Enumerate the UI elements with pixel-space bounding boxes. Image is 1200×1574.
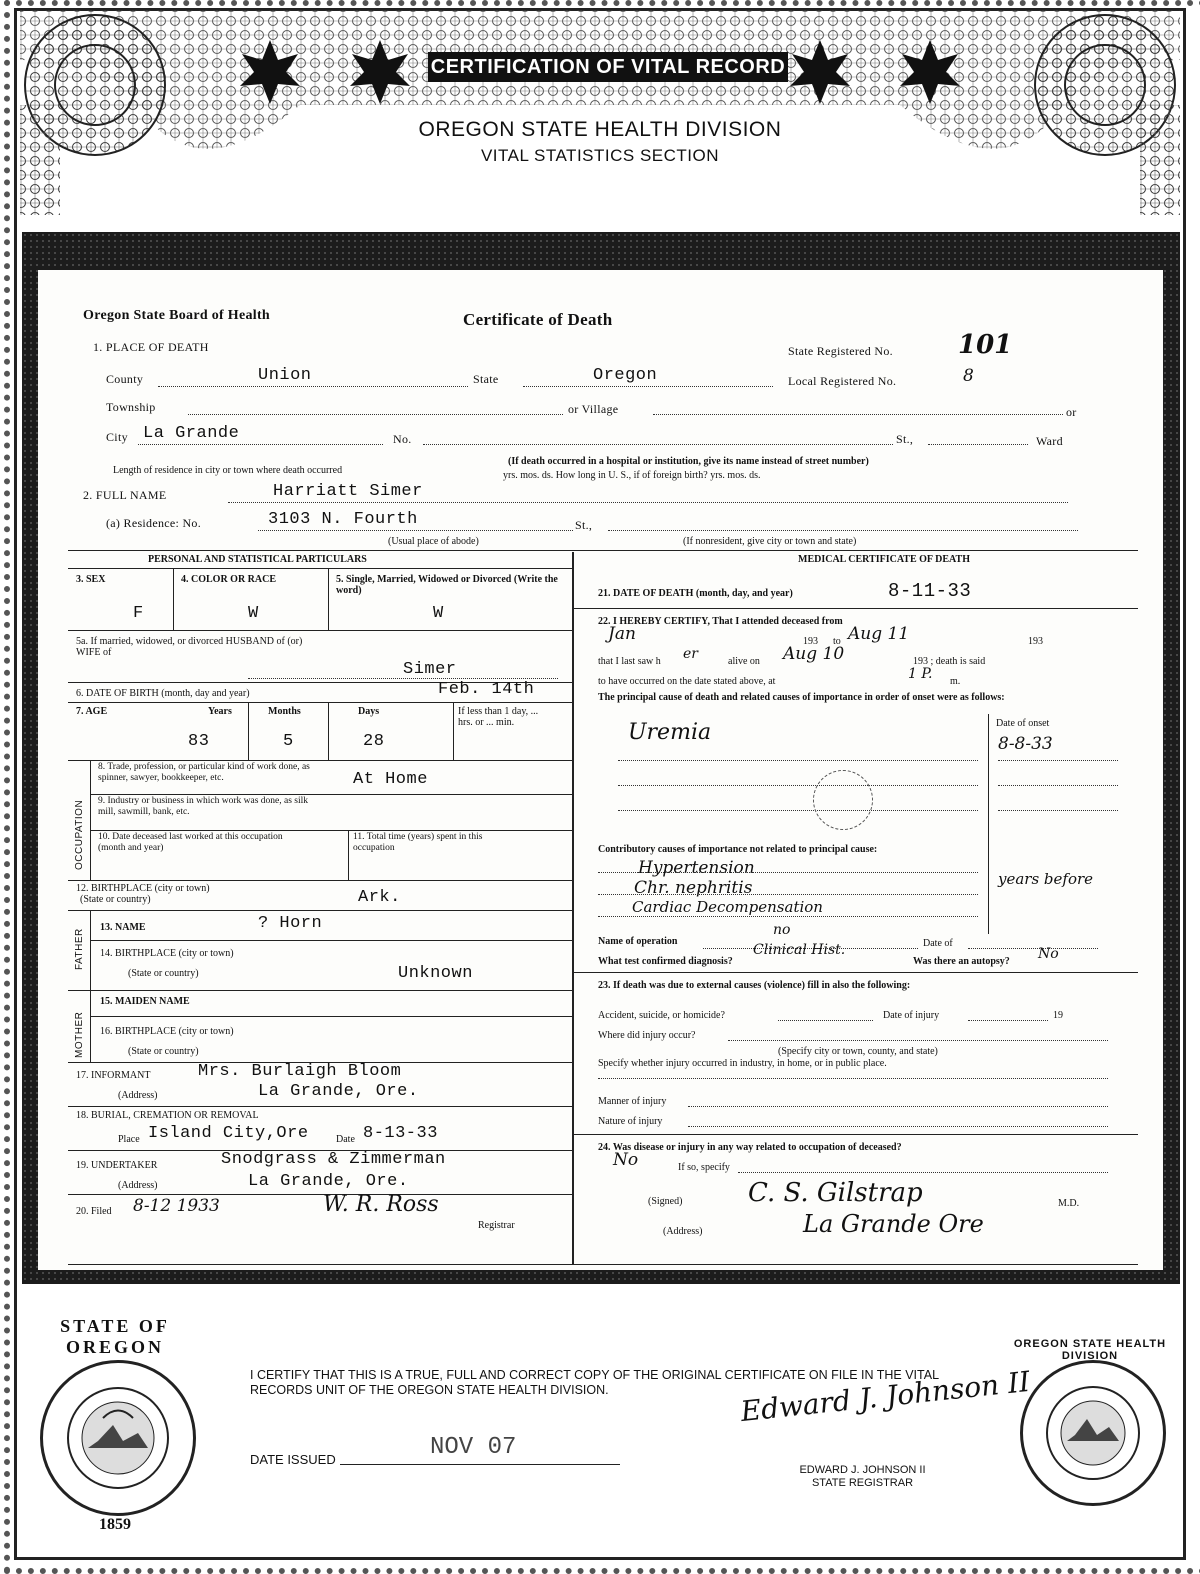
- county-value: Union: [258, 366, 312, 385]
- maiden-name-label: 15. MAIDEN NAME: [100, 996, 190, 1007]
- state-of-oregon-seal: [40, 1360, 196, 1516]
- certify-label: 22. I HEREBY CERTIFY, That I attended deceased from: [598, 616, 843, 627]
- death-certificate: [38, 270, 1163, 1270]
- specify-location-note: (Specify city or town, county, and state): [778, 1046, 938, 1057]
- signed-label: (Signed): [648, 1196, 683, 1207]
- total-time-label: 11. Total time (years) spent in this occupation: [353, 832, 483, 853]
- manner-label: Manner of injury: [598, 1096, 667, 1107]
- occurred-label: to have occurred on the date stated above, at: [598, 676, 776, 687]
- residence-value: 3103 N. Fourth: [268, 510, 418, 529]
- color-value: W: [248, 604, 259, 623]
- onset-value: 8-8-33: [998, 734, 1053, 754]
- industry-label: 9. Industry or business in which work was done, as silk mill, sawmill, bank, etc.: [98, 796, 309, 817]
- duration-units: yrs. mos. ds. How long in U. S., if of foreign birth? yrs. mos. ds.: [503, 470, 761, 481]
- sex-value: F: [133, 604, 144, 623]
- filed-label: 20. Filed: [76, 1206, 112, 1217]
- health-division-seal: [1020, 1360, 1166, 1506]
- last-saw-date: Aug 10: [783, 644, 845, 664]
- to-label: to: [833, 636, 841, 647]
- attended-year-1: 193: [803, 636, 818, 647]
- certificate-title: Certificate of Death: [463, 310, 613, 329]
- date-issued-line: [340, 1464, 620, 1465]
- birthplace-label: 12. BIRTHPLACE (city or town): [76, 883, 210, 894]
- seal-emblem-icon: [43, 1363, 193, 1513]
- spouse-value: Simer: [403, 660, 457, 679]
- age-label: 7. AGE: [76, 706, 108, 717]
- father-vertical-label: FATHER: [74, 928, 85, 970]
- state-value: Oregon: [593, 366, 658, 385]
- state-registered-value: 101: [958, 330, 1013, 360]
- division-title: OREGON STATE HEALTH DIVISION: [418, 118, 782, 141]
- less-than-label: If less than 1 day, ... hrs. or ... min.: [458, 706, 539, 728]
- occupation-related-label: 24. Was disease or injury in any way related to occupation of deceased?: [598, 1142, 902, 1153]
- full-name-value: Harriatt Simer: [273, 482, 423, 501]
- where-injury-label: Where did injury occur?: [598, 1030, 696, 1041]
- filed-value: 8-12 1933: [133, 1196, 220, 1216]
- marital-label: 5. Single, Married, Widowed or Divorced (Write the word): [336, 574, 558, 596]
- last-saw-sex: er: [683, 646, 698, 662]
- residence-st-label: St.,: [575, 518, 593, 532]
- registrar-label: Registrar: [478, 1220, 515, 1231]
- injury-year-label: 19: [1053, 1010, 1063, 1021]
- principal-cause-label: The principal cause of death and related causes of importance in order of onset were as follows:: [598, 692, 1005, 703]
- no-label: No.: [393, 432, 412, 446]
- mother-vertical-label: MOTHER: [74, 1011, 85, 1058]
- date-of-injury-label: Date of injury: [883, 1010, 940, 1021]
- undertaker-address-label: (Address): [118, 1180, 158, 1191]
- burial-place-label: Place: [118, 1134, 140, 1145]
- if-so-label: If so, specify: [678, 1162, 730, 1173]
- state-registrar-name: EDWARD J. JOHNSON II: [799, 1464, 926, 1476]
- principal-cause-value: Uremia: [628, 720, 712, 745]
- father-name-label: 13. NAME: [100, 922, 146, 933]
- occupation-vertical-label: OCCUPATION: [74, 799, 85, 870]
- state-label: State: [473, 372, 499, 386]
- father-birthplace-sub: (State or country): [128, 968, 199, 979]
- certification-statement: I CERTIFY THAT THIS IS A TRUE, FULL AND CORRECT COPY OF THE ORIGINAL CERTIFICATE ON FILE IN THE VITAL RECORDS UNIT OF THE OREGON STATE HEALTH DIVISION.: [250, 1368, 939, 1397]
- date-of-onset-label: Date of onset: [996, 718, 1050, 729]
- death-said-label: 193 ; death is said: [913, 656, 986, 667]
- registrar-signature: W. R. Ross: [323, 1192, 439, 1217]
- md-label: M.D.: [1058, 1198, 1080, 1209]
- date-issued-value: NOV 07: [430, 1434, 517, 1461]
- contributory-duration: years before: [998, 870, 1094, 888]
- county-label: County: [106, 372, 144, 386]
- informant-label: 17. INFORMANT: [76, 1070, 151, 1081]
- sex-label: 3. SEX: [76, 574, 106, 585]
- usual-place-note: (Usual place of abode): [388, 536, 479, 547]
- ward-label: Ward: [1036, 434, 1063, 448]
- burial-label: 18. BURIAL, CREMATION OR REMOVAL: [76, 1110, 259, 1121]
- operation-date-label: Date of: [923, 938, 953, 949]
- external-causes-label: 23. If death was due to external causes (violence) fill in also the following:: [598, 980, 911, 991]
- undertaker-address-value: La Grande, Ore.: [248, 1172, 409, 1191]
- father-birthplace-label: 14. BIRTHPLACE (city or town): [100, 948, 234, 959]
- date-issued-label: DATE ISSUED: [250, 1452, 336, 1467]
- health-seal-emblem-icon: [1023, 1363, 1163, 1503]
- seal-right-text: OREGON STATE HEALTH DIVISION: [1013, 1338, 1167, 1362]
- mother-birthplace-sub: (State or country): [128, 1046, 199, 1057]
- days-label: Days: [358, 706, 380, 717]
- street-label: St.,: [896, 432, 914, 446]
- residence-label: (a) Residence: No.: [106, 516, 202, 530]
- informant-address-label: (Address): [118, 1090, 158, 1101]
- board-name: Oregon State Board of Health: [83, 308, 271, 323]
- m-label: m.: [950, 676, 961, 687]
- ornamental-header: [0, 0, 1200, 215]
- dob-label: 6. DATE OF BIRTH (month, day and year): [76, 688, 250, 699]
- physician-address-label: (Address): [663, 1226, 703, 1237]
- contributory-cause-3: Cardiac Decompensation: [632, 898, 823, 916]
- occupation-related-value: No: [613, 1150, 639, 1170]
- physician-address-value: La Grande Ore: [803, 1210, 984, 1238]
- physician-signature: C. S. Gilstrap: [748, 1178, 923, 1208]
- city-label: City: [106, 430, 128, 444]
- contributory-cause-2: Chr. nephritis: [634, 878, 753, 898]
- burial-date-value: 8-13-33: [363, 1124, 438, 1143]
- state-registrar-signature: Edward J. Johnson II: [739, 1364, 1032, 1429]
- birthplace-sub: (State or country): [80, 894, 151, 905]
- test-value: Clinical Hist.: [753, 942, 846, 958]
- contributory-cause-1: Hypertension: [638, 858, 755, 878]
- birthplace-value: Ark.: [358, 888, 401, 907]
- burial-place-value: Island City,Ore: [148, 1124, 309, 1143]
- city-value: La Grande: [143, 424, 240, 443]
- residence-length-label: Length of residence in city or town where death occurred: [113, 465, 343, 476]
- undertaker-value: Snodgrass & Zimmerman: [221, 1150, 446, 1169]
- operation-label: Name of operation: [598, 936, 678, 947]
- burial-date-label: Date: [336, 1134, 355, 1145]
- hospital-note: (If death occurred in a hospital or institution, give its name instead of street number): [508, 456, 869, 467]
- informant-value: Mrs. Burlaigh Bloom: [198, 1062, 402, 1081]
- state-registrar-title: STATE REGISTRAR: [811, 1477, 914, 1489]
- seal-left-year: 1859: [99, 1516, 131, 1533]
- undertaker-label: 19. UNDERTAKER: [76, 1160, 158, 1171]
- date-of-death-label: 21. DATE OF DEATH (month, day, and year): [598, 588, 793, 599]
- age-years-value: 83: [188, 732, 210, 751]
- age-days-value: 28: [363, 732, 385, 751]
- contributory-label: Contributory causes of importance not related to principal cause:: [598, 844, 878, 855]
- autopsy-value: No: [1038, 946, 1059, 962]
- last-saw-label: that I last saw h: [598, 656, 661, 667]
- trade-value: At Home: [353, 770, 428, 789]
- operation-value: no: [773, 922, 791, 938]
- attended-from: Jan: [608, 624, 636, 644]
- mother-birthplace-label: 16. BIRTHPLACE (city or town): [100, 1026, 234, 1037]
- nature-label: Nature of injury: [598, 1116, 663, 1127]
- informant-address-value: La Grande, Ore.: [258, 1082, 419, 1101]
- alive-on-label: alive on: [728, 656, 760, 667]
- village-label: or Village: [568, 402, 619, 416]
- attended-year-2: 193: [1028, 636, 1043, 647]
- months-label: Months: [268, 706, 301, 717]
- state-registered-label: State Registered No.: [788, 344, 893, 358]
- certification-banner: CERTIFICATION OF VITAL RECORD: [428, 52, 788, 82]
- stamp-circle: [813, 770, 873, 830]
- father-name-value: ? Horn: [258, 914, 323, 933]
- medical-header: MEDICAL CERTIFICATE OF DEATH: [798, 554, 970, 565]
- local-registered-value: 8: [963, 366, 974, 386]
- seal-left-text: STATE OF OREGON: [60, 1316, 170, 1357]
- dob-value: Feb. 14th: [438, 680, 535, 699]
- accident-label: Accident, suicide, or homicide?: [598, 1010, 725, 1021]
- local-registered-label: Local Registered No.: [788, 374, 897, 388]
- autopsy-label: Was there an autopsy?: [913, 956, 1010, 967]
- attended-to: Aug 11: [848, 624, 910, 644]
- test-label: What test confirmed diagnosis?: [598, 956, 733, 967]
- full-name-label: 2. FULL NAME: [83, 488, 167, 502]
- section-title: VITAL STATISTICS SECTION: [480, 146, 720, 165]
- color-label: 4. COLOR OR RACE: [181, 574, 277, 585]
- trade-label: 8. Trade, profession, or particular kind of work done, as spinner, sawyer, bookkeeper, etc.: [98, 762, 310, 783]
- specify-industry-note: Specify whether injury occurred in industry, in home, or in public place.: [598, 1058, 887, 1069]
- date-of-death-value: 8-11-33: [888, 580, 972, 602]
- marital-value: W: [433, 604, 444, 623]
- or-label: or: [1066, 405, 1077, 419]
- township-label: Township: [106, 400, 156, 414]
- personal-header: PERSONAL AND STATISTICAL PARTICULARS: [148, 554, 367, 565]
- last-worked-label: 10. Date deceased last worked at this occupation (month and year): [98, 832, 283, 853]
- nonresident-note: (If nonresident, give city or town and state): [683, 536, 857, 547]
- spouse-label: 5a. If married, widowed, or divorced HUSBAND of (or) WIFE of: [76, 636, 303, 658]
- age-months-value: 5: [283, 732, 294, 751]
- time-value: 1 P.: [908, 666, 933, 682]
- years-label: Years: [208, 706, 232, 717]
- place-of-death-label: 1. PLACE OF DEATH: [93, 340, 209, 354]
- father-birthplace-value: Unknown: [398, 964, 473, 983]
